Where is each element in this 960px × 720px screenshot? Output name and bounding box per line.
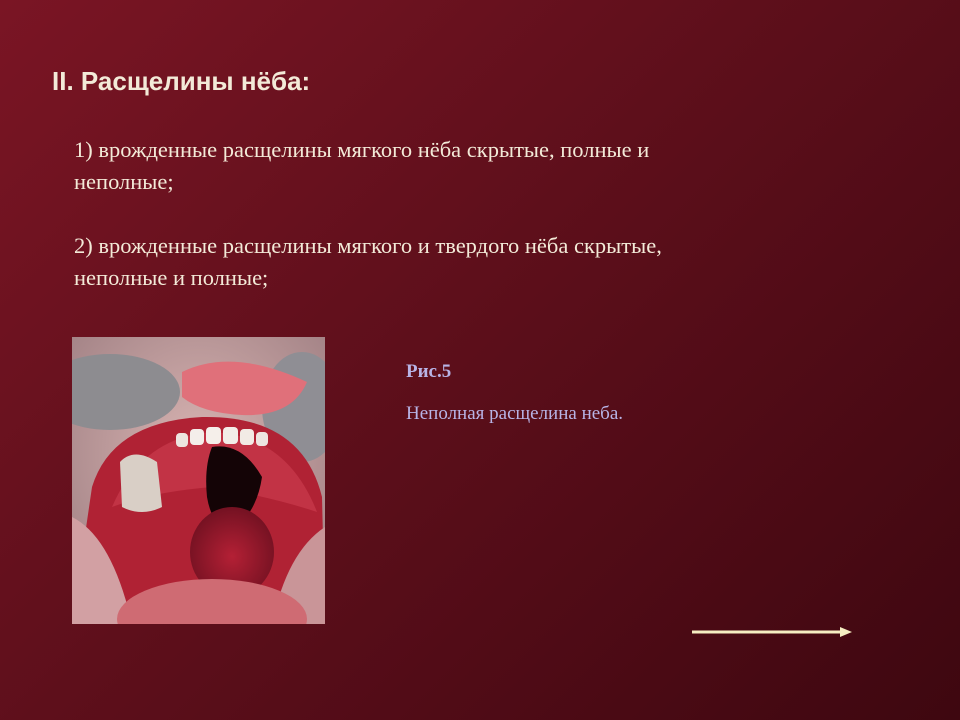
slide-title: II. Расщелины нёба: [52, 66, 311, 96]
palate-cleft-photo [72, 337, 325, 624]
mouth-illustration [72, 337, 325, 624]
next-arrow-icon[interactable] [690, 622, 854, 642]
list-item-soft-and-hard-palate-clefts: 2) врожденные расщелины мягкого и твердого нёба скрытые, неполные и полные; [74, 233, 662, 290]
list-item-soft-palate-clefts: 1) врожденные расщелины мягкого нёба скрытые, полные и неполные; [74, 137, 650, 194]
figure-label: Рис.5 [406, 361, 452, 382]
figure-caption: Неполная расщелина неба. [406, 403, 624, 424]
